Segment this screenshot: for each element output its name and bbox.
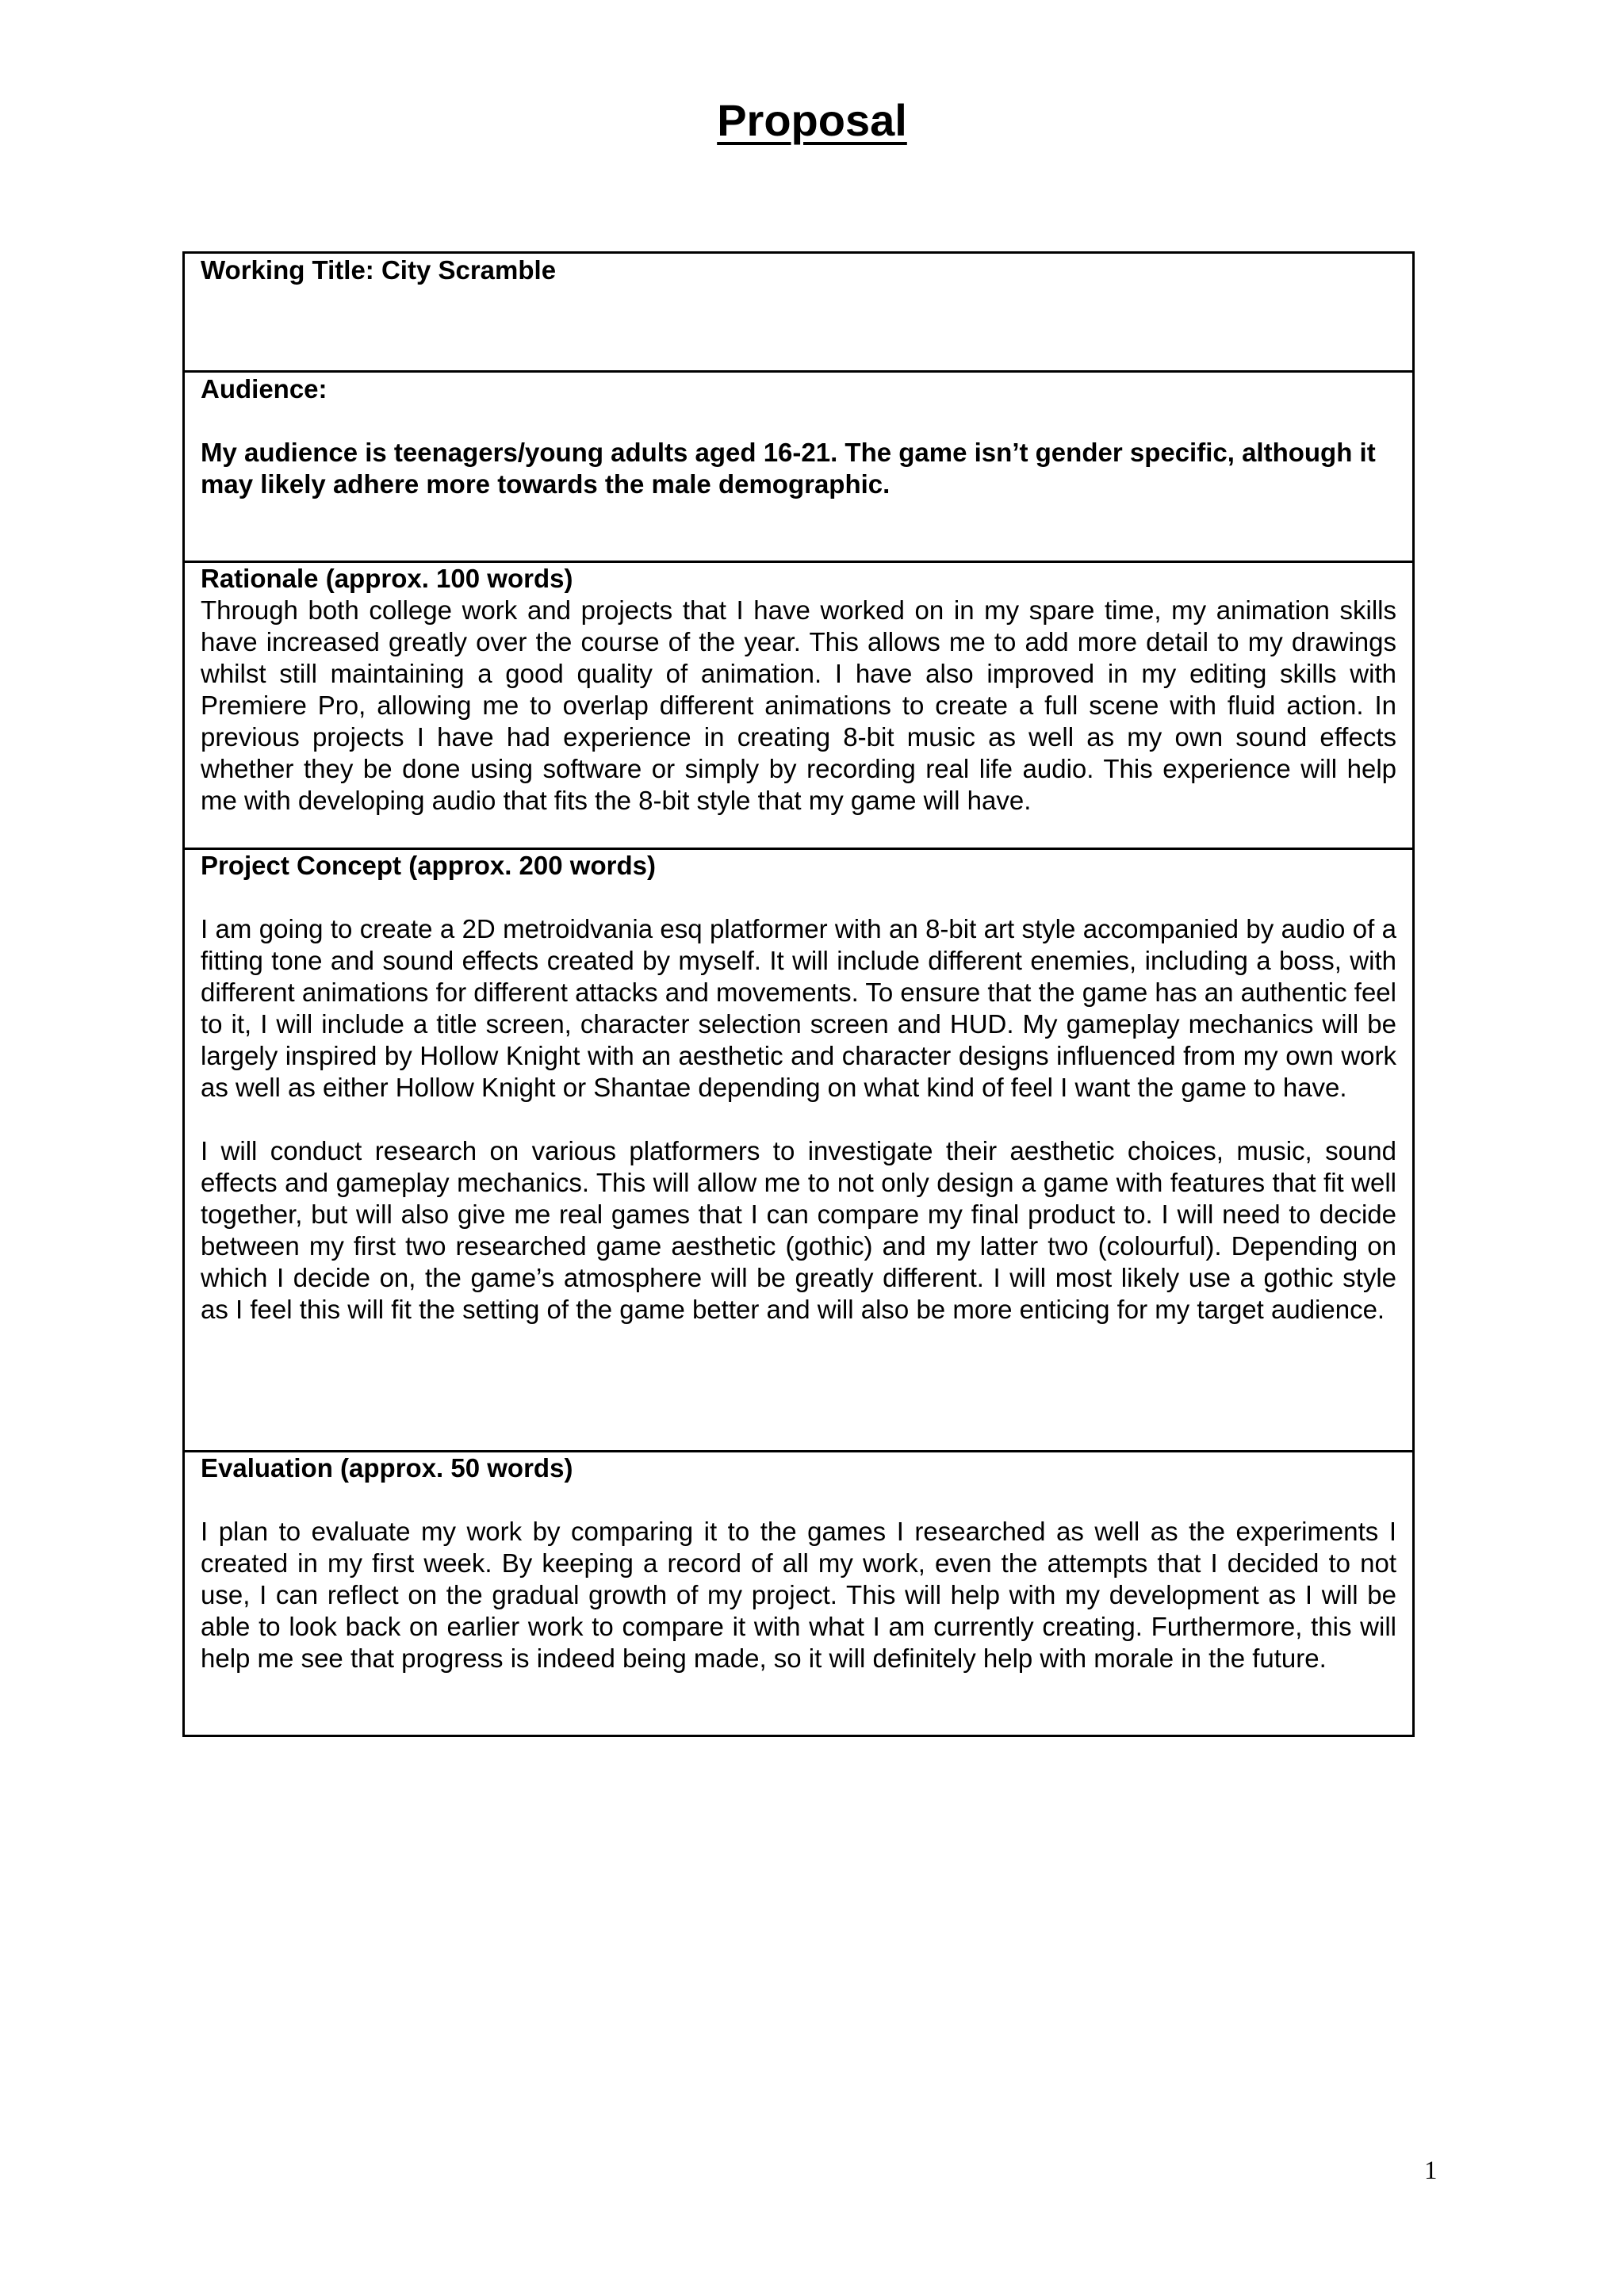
rationale-body: Through both college work and projects that I have worked on in my spare time, my animation skills have increased greatly over the course of the year. This allows me to add more detail to my drawings whilst still maintaining a good quality of animation. I have also improved in my editing skills with Premiere Pro, allowing me to overlap different animations to create a full scene with fluid action. In previous projects I have had experience in creating 8-bit music as well as my own sound effects whether they be done using software or simply by recording real life audio. This experience will help me with developing audio that fits the 8-bit style that my game will have. [201, 595, 1396, 815]
page-number: 1 [1424, 2156, 1438, 2185]
working-title-section [185, 254, 1412, 370]
evaluation-body: I plan to evaluate my work by comparing it to the games I researched as well as the experiments I created in my first week. By keeping a record of all my work, even the attempts that I decided to not use, I can reflect on the gradual growth of my project. This will help with my development as I will be able to look back on earlier work to compare it with what I am currently creating. Furthermore, this will help me see that progress is indeed being made, so it will definitely help with morale in the future. [201, 1517, 1396, 1673]
evaluation-heading: Evaluation (approx. 50 words) [201, 1453, 573, 1483]
working-title-heading: Working Title: City Scramble [201, 255, 557, 285]
proposal-table [182, 251, 1415, 1737]
project-concept-body-1: I am going to create a 2D metroidvania esq platformer with an 8-bit art style accompanied by audio of a fitting tone and sound effects created by myself. It will include different enemies, including a boss, with different animations for different attacks and movements. To ensure that the game has an authentic feel to it, I will include a title screen, character selection screen and HUD. My gameplay mechanics will be largely inspired by Hollow Knight with an aesthetic and character designs influenced from my own work as well as either Hollow Knight or Shantae depending on what kind of feel I want the game to have. [201, 914, 1396, 1102]
evaluation-section [185, 1450, 1412, 1735]
project-concept-heading: Project Concept (approx. 200 words) [201, 851, 656, 880]
audience-body: My audience is teenagers/young adults aged 16-21. The game isn’t gender specific, although it may likely adhere more towards the male demographic. [201, 438, 1376, 499]
page-title: Proposal [717, 95, 907, 145]
project-concept-section [185, 848, 1412, 1450]
audience-heading: Audience: [201, 374, 327, 404]
project-concept-body-2: I will conduct research on various platformers to investigate their aesthetic choices, music, sound effects and gameplay mechanics. This will allow me to not only design a game with features that fit well together, but will also give me real games that I can compare my final product to. I will need to decide between my first two researched game aesthetic (gothic) and my latter two (colourful). Depending on which I decide on, the game’s atmosphere will be greatly different. I will most likely use a gothic style as I feel this will fit the setting of the game better and will also be more enticing for my target audience. [201, 1136, 1396, 1324]
rationale-heading: Rationale (approx. 100 words) [201, 564, 573, 593]
audience-section [185, 370, 1412, 561]
rationale-section [185, 561, 1412, 848]
